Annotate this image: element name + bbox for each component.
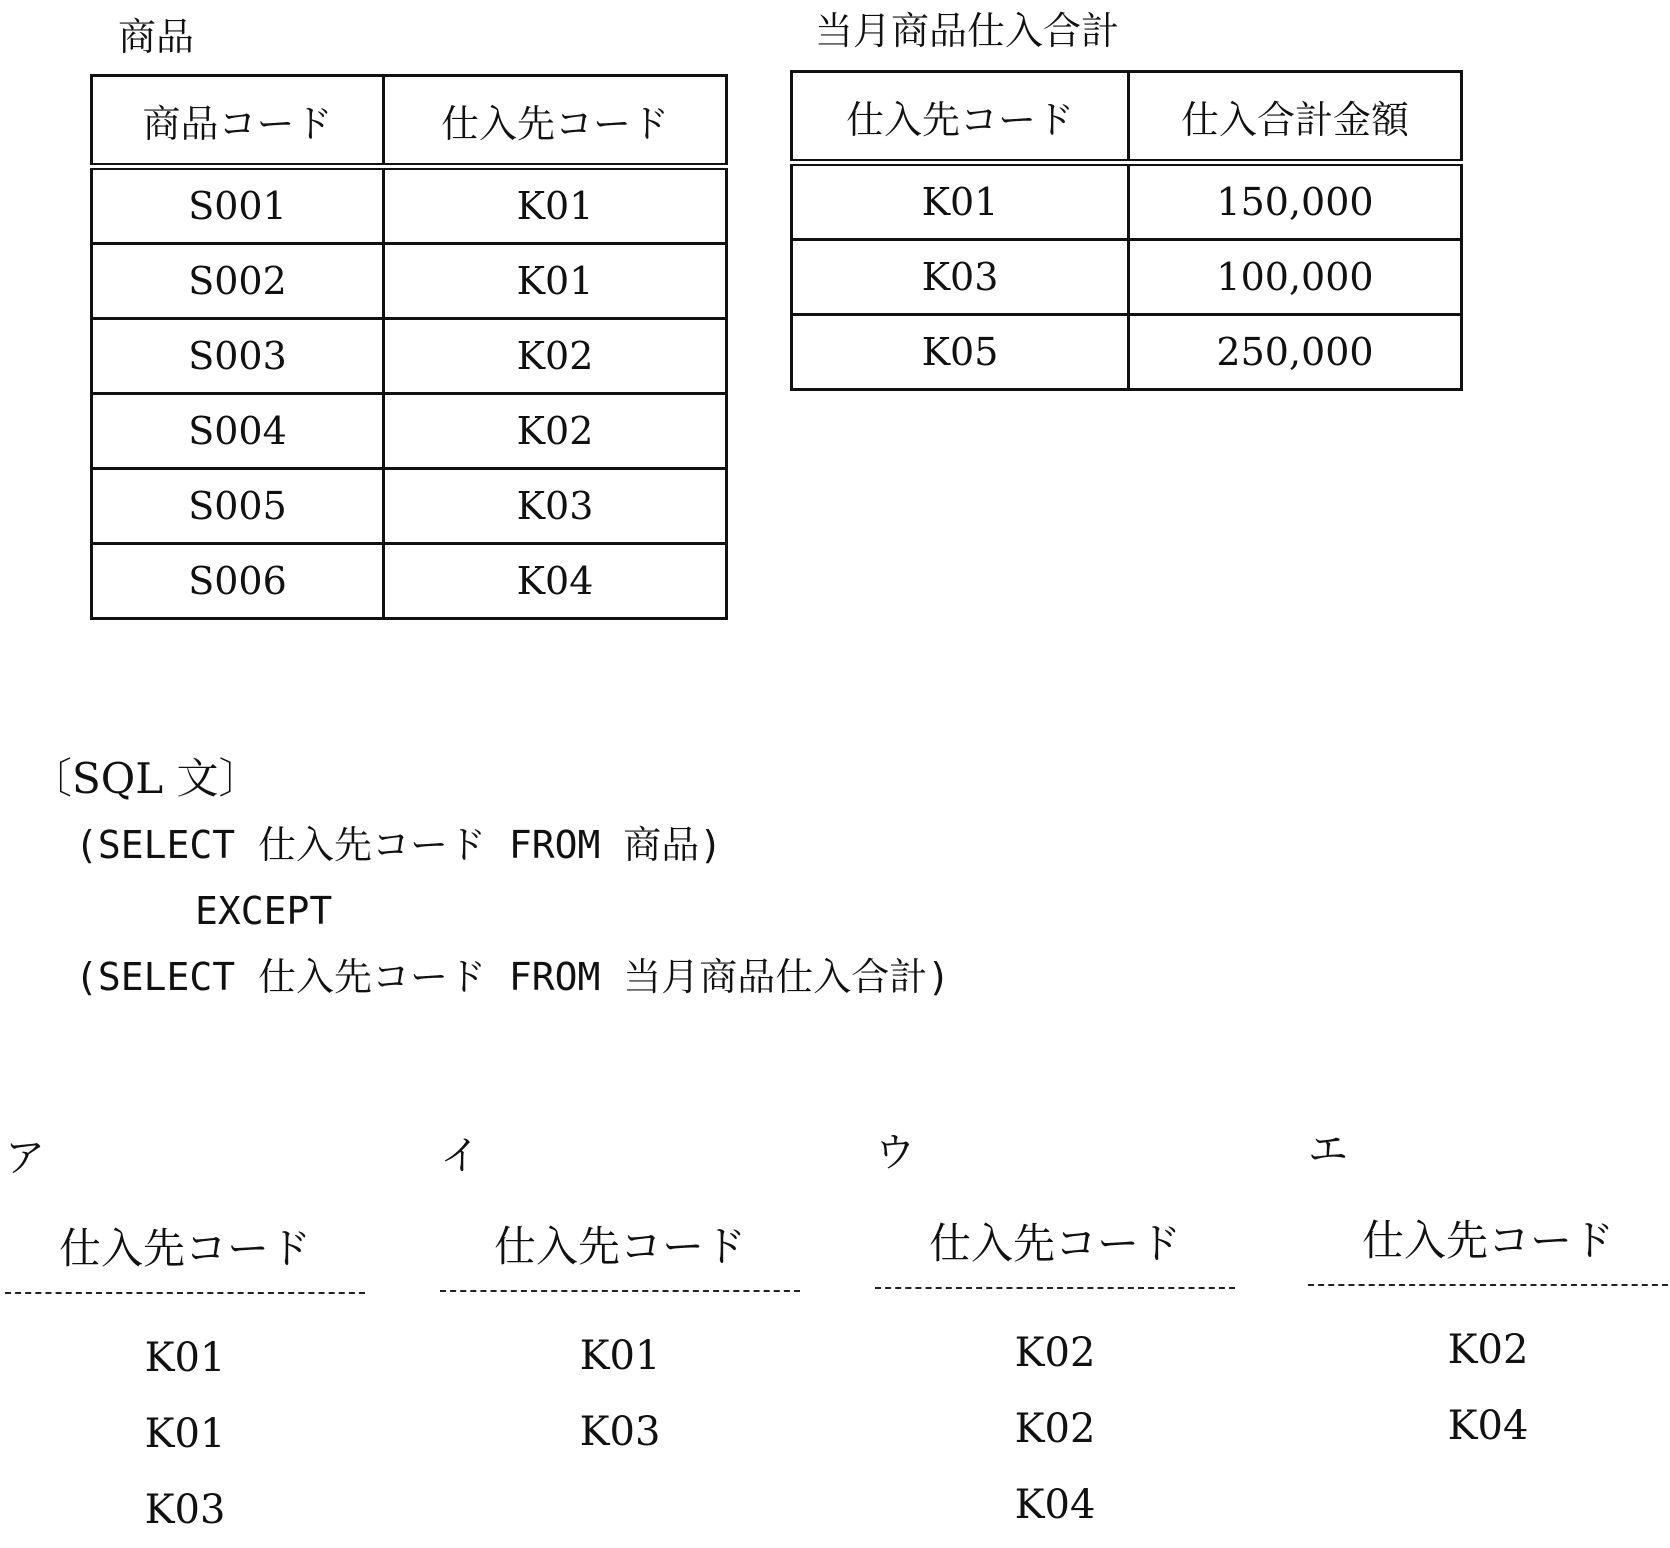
option-column-header: 仕入先コード [440, 1226, 800, 1292]
supplier-code-cell: K02 [384, 394, 727, 469]
total-amount-cell: 150,000 [1129, 163, 1462, 240]
list-item: K02 [1014, 1330, 1096, 1376]
supplier-code-cell: K03 [384, 469, 727, 544]
list-item: K02 [1447, 1327, 1529, 1373]
table-row [92, 319, 727, 394]
supplier-code-cell: K01 [792, 163, 1129, 240]
product-code-cell: S004 [92, 394, 384, 469]
column-header-supplier-code: 仕入先コード [792, 72, 1129, 163]
product-code-cell: S001 [92, 167, 384, 244]
sql-select-products: (SELECT 仕入先コード FROM 商品) [75, 823, 723, 867]
sql-heading: 〔SQL 文〕 [30, 754, 261, 803]
table-row [92, 469, 727, 544]
option-value-list [5, 1320, 365, 1548]
table-header-row [792, 72, 1462, 163]
list-item: K03 [144, 1487, 226, 1533]
product-code-cell: S005 [92, 469, 384, 544]
option-value-list [1308, 1312, 1668, 1464]
table-row [92, 394, 727, 469]
product-code-cell: S006 [92, 544, 384, 619]
list-item: K04 [1014, 1482, 1096, 1528]
supplier-code-cell: K05 [792, 315, 1129, 390]
option-label: イ [440, 1133, 480, 1179]
option-value-list [875, 1315, 1235, 1543]
list-item: K01 [144, 1411, 226, 1457]
list-item: K03 [579, 1409, 661, 1455]
supplier-code-cell: K01 [384, 167, 727, 244]
total-amount-cell: 100,000 [1129, 240, 1462, 315]
table-row [92, 544, 727, 619]
product-code-cell: S003 [92, 319, 384, 394]
sql-select-monthly: (SELECT 仕入先コード FROM 当月商品仕入合計) [75, 955, 951, 999]
table-row [792, 315, 1462, 390]
option-column-header: 仕入先コード [875, 1223, 1235, 1289]
products-table [90, 74, 728, 620]
option-value-list [440, 1318, 800, 1470]
monthly-purchase-table [790, 70, 1463, 391]
table-header-row [92, 76, 727, 167]
monthly-table-caption: 当月商品仕入合計 [815, 9, 1120, 53]
table-row [92, 244, 727, 319]
table-row [792, 240, 1462, 315]
column-header-supplier-code: 仕入先コード [384, 76, 727, 167]
products-table-caption: 商品 [118, 15, 195, 59]
supplier-code-cell: K04 [384, 544, 727, 619]
list-item: K01 [579, 1333, 661, 1379]
sql-except-keyword: EXCEPT [195, 889, 333, 933]
table-row [92, 167, 727, 244]
column-header-total-amount: 仕入合計金額 [1129, 72, 1462, 163]
supplier-code-cell: K03 [792, 240, 1129, 315]
product-code-cell: S002 [92, 244, 384, 319]
option-label: エ [1308, 1127, 1348, 1173]
option-column-header: 仕入先コード [1308, 1220, 1668, 1286]
option-column-header: 仕入先コード [5, 1228, 365, 1294]
list-item: K01 [144, 1335, 226, 1381]
supplier-code-cell: K02 [384, 319, 727, 394]
supplier-code-cell: K01 [384, 244, 727, 319]
list-item: K04 [1447, 1403, 1529, 1449]
option-label: ア [5, 1135, 45, 1181]
list-item: K02 [1014, 1406, 1096, 1452]
column-header-product-code: 商品コード [92, 76, 384, 167]
total-amount-cell: 250,000 [1129, 315, 1462, 390]
option-label: ウ [875, 1130, 915, 1176]
table-row [792, 163, 1462, 240]
